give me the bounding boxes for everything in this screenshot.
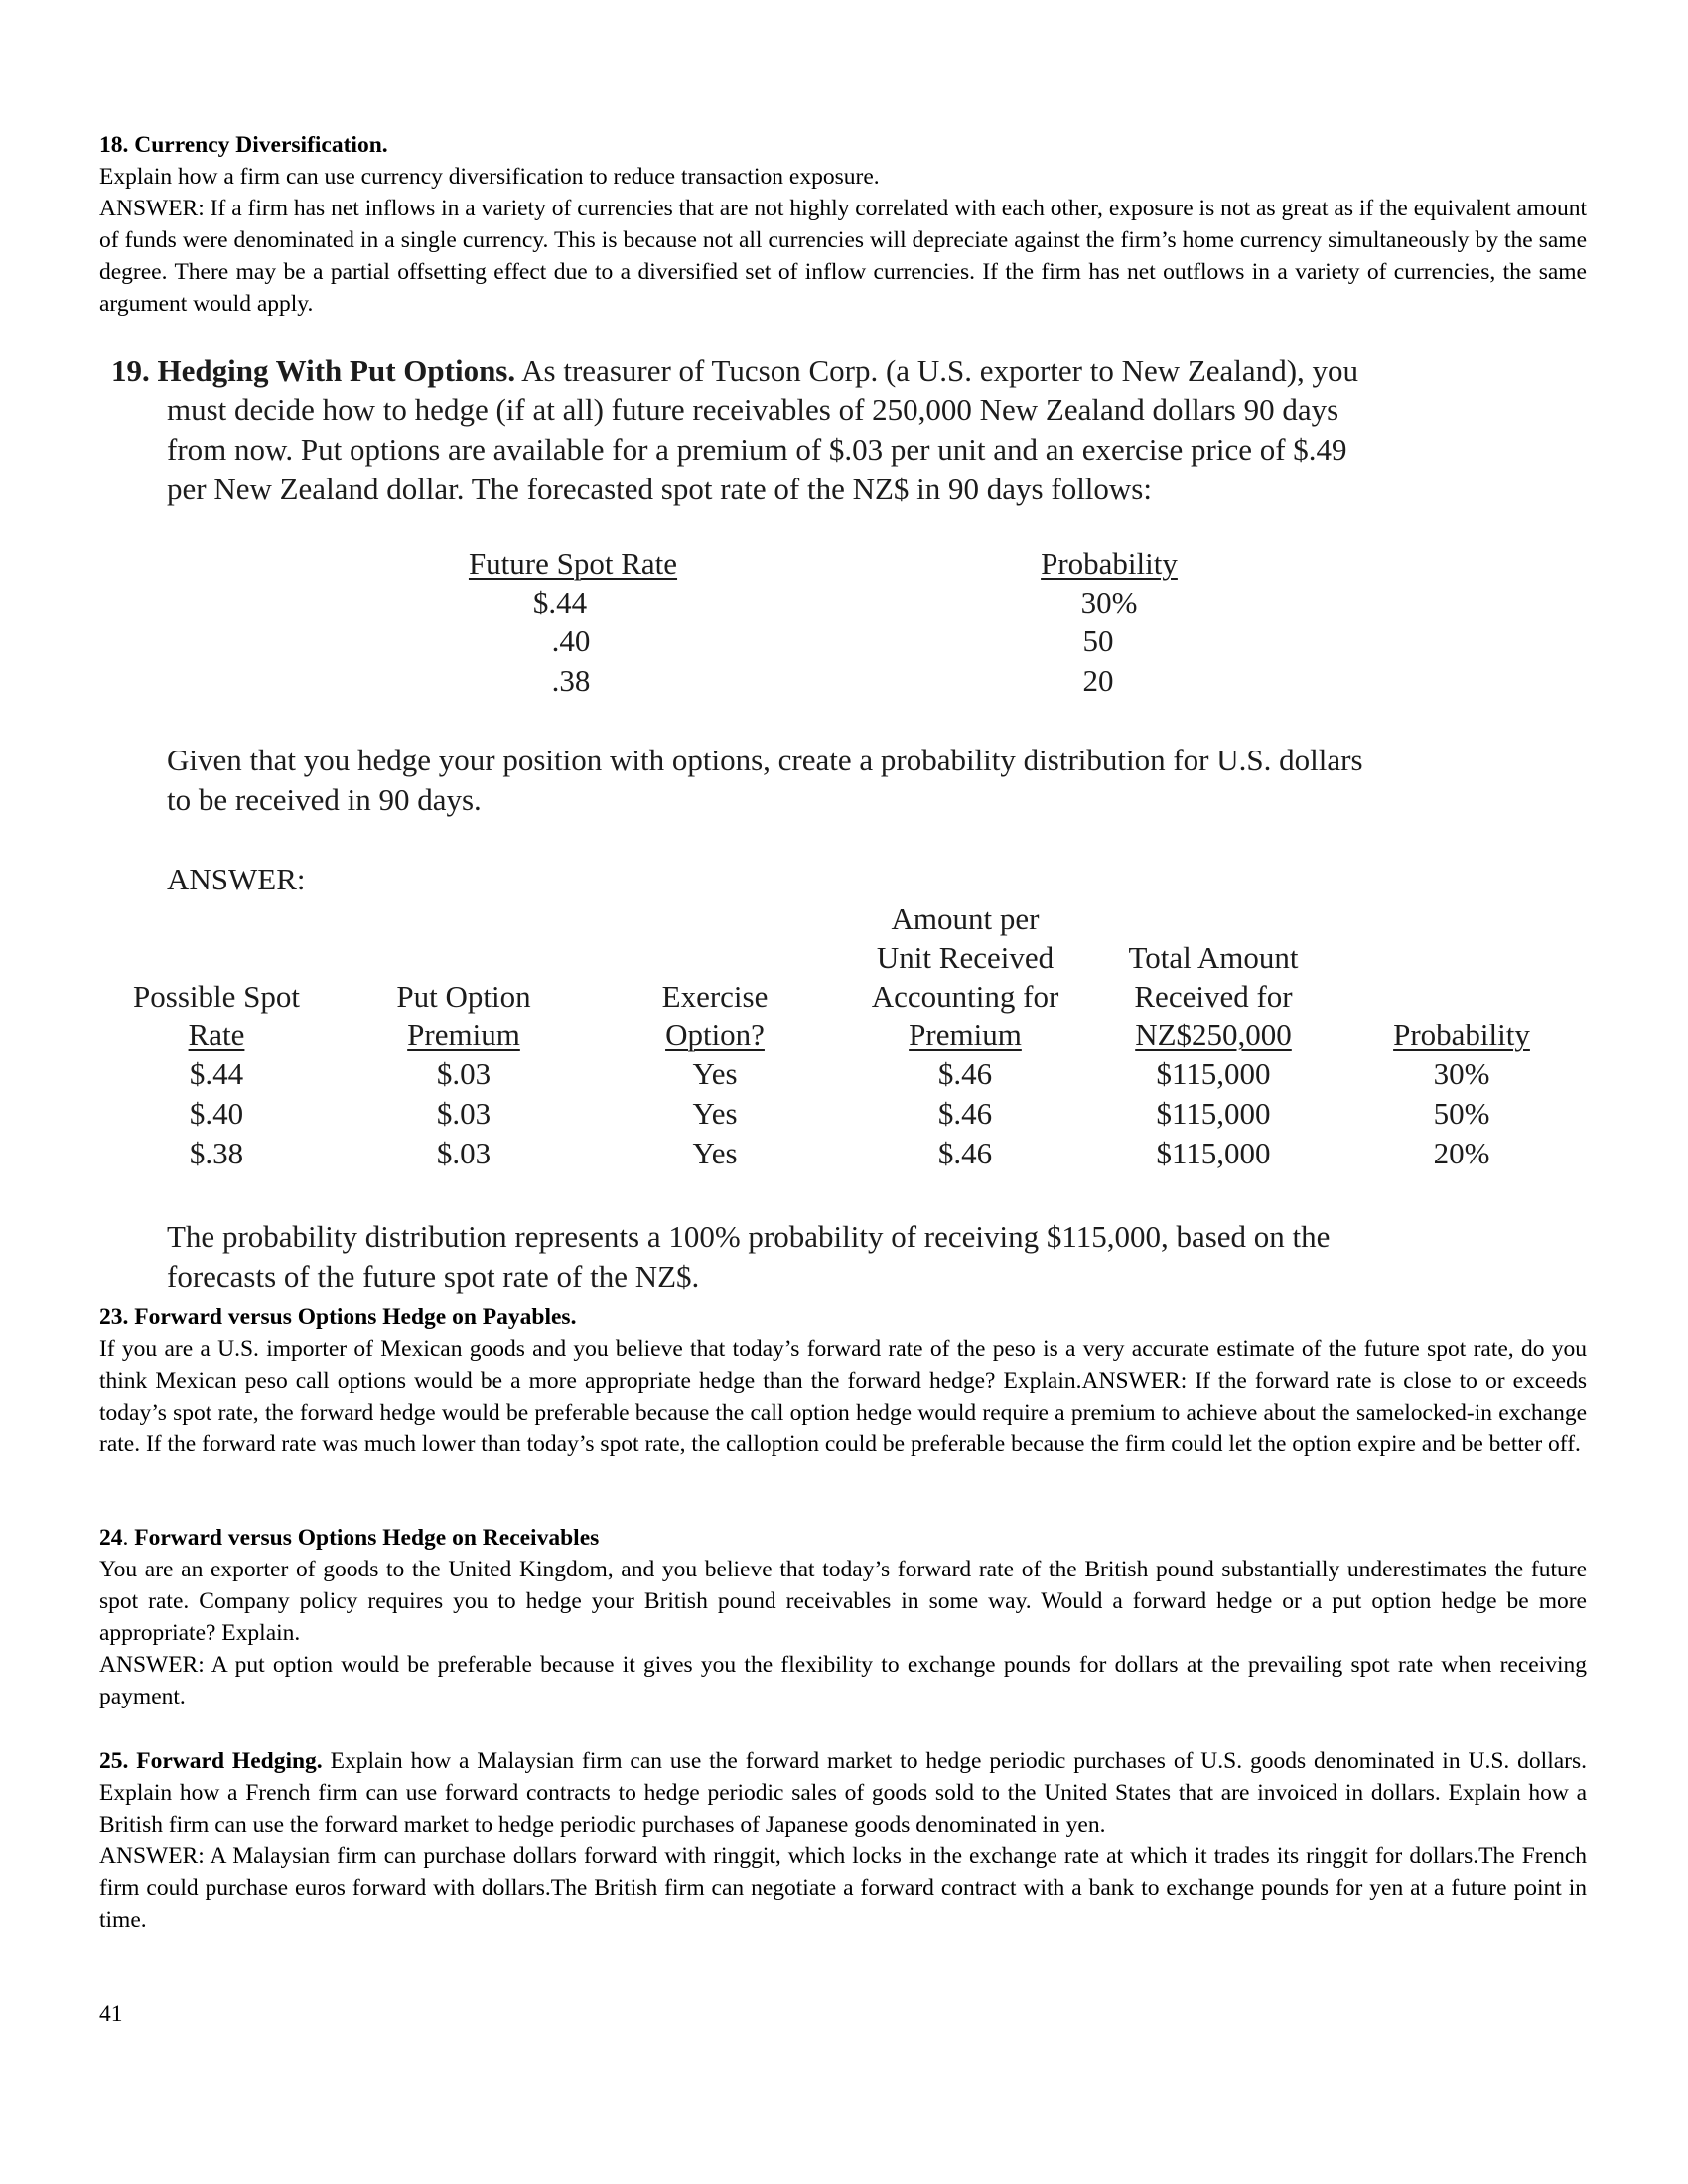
question-19-number: 19. [111, 353, 150, 388]
header-rate: Rate [188, 1018, 245, 1052]
forecast-prob-3: 20 [1082, 663, 1114, 698]
header-nz-amount: NZ$250,000 [1135, 1018, 1292, 1052]
question-25-text: Explain how a Malaysian firm can use the forward market to hedge periodic purchases of U.S. goods denominated in U.S. dollars. Explain how a French firm can use forward contracts to hedge periodic sales of goods sold to the United States that are invoiced in dollars. Explain how a British firm can use the forward market to hedge periodic purchases of Japanese goods denominated in yen. [99, 1748, 1587, 1838]
header-probability: Probability [1393, 1018, 1530, 1052]
header-premium: Premium [407, 1018, 520, 1052]
question-25-heading: 25. Forward Hedging. [99, 1748, 323, 1774]
forecast-header-probability: Probability [1041, 546, 1178, 581]
row-2-total: $115,000 [1156, 1096, 1271, 1131]
question-18-text: Explain how a firm can use currency diversification to reduce transaction exposure. [99, 164, 880, 190]
forecast-header-spot-rate: Future Spot Rate [468, 546, 678, 581]
row-2-probability: 50% [1433, 1096, 1490, 1131]
header-accounting-for: Accounting for [871, 979, 1059, 1014]
header-exercise: Exercise [661, 979, 769, 1014]
row-2-spot: $.40 [189, 1096, 244, 1131]
question-23-text: If you are a U.S. importer of Mexican goods and you believe that today’s forward rate of the peso is a very accurate estimate of the future spot rate, do you think Mexican peso call options would be a more appropriate hedge than the forward hedge? Explain.ANSWER: If the forward rate is close to or exceeds today’s spot rate, the forward hedge would be preferable because the call option hedge would require a premium to achieve about the samelocked-in exchange rate. If the forward rate was much lower than today’s spot rate, the calloption could be preferable because the firm could let the option expire and be better off. [99, 1336, 1587, 1457]
conclusion-line-1: The probability distribution represents a 100% probability of receiving $115,000, based on the [167, 1219, 1331, 1254]
question-25-answer: ANSWER: A Malaysian firm can purchase dollars forward with ringgit, which locks in the exchange rate at which it trades its ringgit for dollars.The French firm could purchase euros forward with dollars.The British firm can negotiate a forward contract with a bank to exchange pounds for yen at a future point in time. [99, 1843, 1587, 1933]
question-19-line-3: from now. Put options are available for a premium of $.03 per unit and an exercise price of $.49 [167, 432, 1347, 467]
question-19-prompt [167, 741, 1567, 820]
row-3-total: $115,000 [1156, 1136, 1271, 1170]
question-24-separator: . [122, 1525, 135, 1551]
question-24-heading: Forward versus Options Hedge on Receivables [134, 1525, 600, 1551]
question-19-prompt-line-2: to be received in 90 days. [167, 782, 482, 817]
question-19-line-1: As treasurer of Tucson Corp. (a U.S. exporter to New Zealand), you [521, 353, 1359, 388]
row-3-premium: $.03 [436, 1136, 492, 1170]
header-unit-received: Unit Received [876, 940, 1055, 975]
question-19-first-line [111, 351, 1571, 390]
question-19-prompt-line-1: Given that you hedge your position with options, create a probability distribution for U.S. dollars [167, 743, 1363, 777]
question-19-conclusion [167, 1217, 1567, 1297]
row-1-spot: $.44 [189, 1056, 244, 1091]
forecast-rate-2: .40 [551, 623, 591, 658]
question-18-heading: 18. Currency Diversification. [99, 132, 388, 158]
question-25 [99, 1745, 1587, 1936]
forecast-prob-1: 30% [1080, 585, 1138, 619]
row-1-exercise: Yes [692, 1056, 738, 1091]
question-23 [99, 1301, 1587, 1460]
header-put-option: Put Option [396, 979, 531, 1014]
page-number: 41 [99, 2001, 123, 2027]
header-option: Option? [665, 1018, 765, 1052]
question-23-heading: 23. Forward versus Options Hedge on Payables. [99, 1304, 577, 1330]
forecast-prob-2: 50 [1082, 623, 1114, 658]
question-19-line-4: per New Zealand dollar. The forecasted spot rate of the NZ$ in 90 days follows: [167, 472, 1152, 506]
question-18 [99, 129, 1587, 320]
question-19-heading: Hedging With Put Options. [157, 353, 516, 388]
row-2-exercise: Yes [692, 1096, 738, 1131]
header-premium-2: Premium [909, 1018, 1022, 1052]
question-24 [99, 1522, 1587, 1712]
header-amount-per: Amount per [891, 901, 1040, 936]
header-possible-spot: Possible Spot [133, 979, 300, 1014]
forecast-rate-1: $.44 [532, 585, 588, 619]
row-3-spot: $.38 [189, 1136, 244, 1170]
row-1-total: $115,000 [1156, 1056, 1271, 1091]
question-19-body [167, 390, 1567, 509]
row-2-premium: $.03 [436, 1096, 492, 1131]
forecast-rate-3: .38 [551, 663, 591, 698]
row-3-probability: 20% [1433, 1136, 1490, 1170]
header-received-for: Received for [1134, 979, 1293, 1014]
question-24-answer: ANSWER: A put option would be preferable because it gives you the flexibility to exchange pounds for dollars at the prevailing spot rate when receiving payment. [99, 1652, 1587, 1709]
row-1-probability: 30% [1433, 1056, 1490, 1091]
header-total-amount: Total Amount [1128, 940, 1299, 975]
question-19-answer-label: ANSWER: [167, 862, 306, 896]
question-19-line-2: must decide how to hedge (if at all) future receivables of 250,000 New Zealand dollars 90 days [167, 392, 1339, 427]
row-3-exercise: Yes [692, 1136, 738, 1170]
row-1-premium: $.03 [436, 1056, 492, 1091]
question-24-number: 24 [99, 1525, 123, 1551]
question-18-answer: ANSWER: If a firm has net inflows in a variety of currencies that are not highly correlated with each other, exposure is not as great as if the equivalent amount of funds were denominated in a single currency. This is because not all currencies will depreciate against the firm’s home currency simultaneously by the same degree. There may be a partial offsetting effect due to a diversified set of inflow currencies. If the firm has net outflows in a variety of currencies, the same argument would apply. [99, 196, 1587, 317]
conclusion-line-2: forecasts of the future spot rate of the NZ$. [167, 1259, 700, 1294]
row-3-amount-per-unit: $.46 [937, 1136, 993, 1170]
row-1-amount-per-unit: $.46 [937, 1056, 993, 1091]
question-24-text: You are an exporter of goods to the United Kingdom, and you believe that today’s forward rate of the British pound substantially underestimates the future spot rate. Company policy requires you to hedge your British pound receivables in some way. Would a forward hedge or a put option hedge be more appropriate? Explain. [99, 1557, 1587, 1646]
row-2-amount-per-unit: $.46 [937, 1096, 993, 1131]
